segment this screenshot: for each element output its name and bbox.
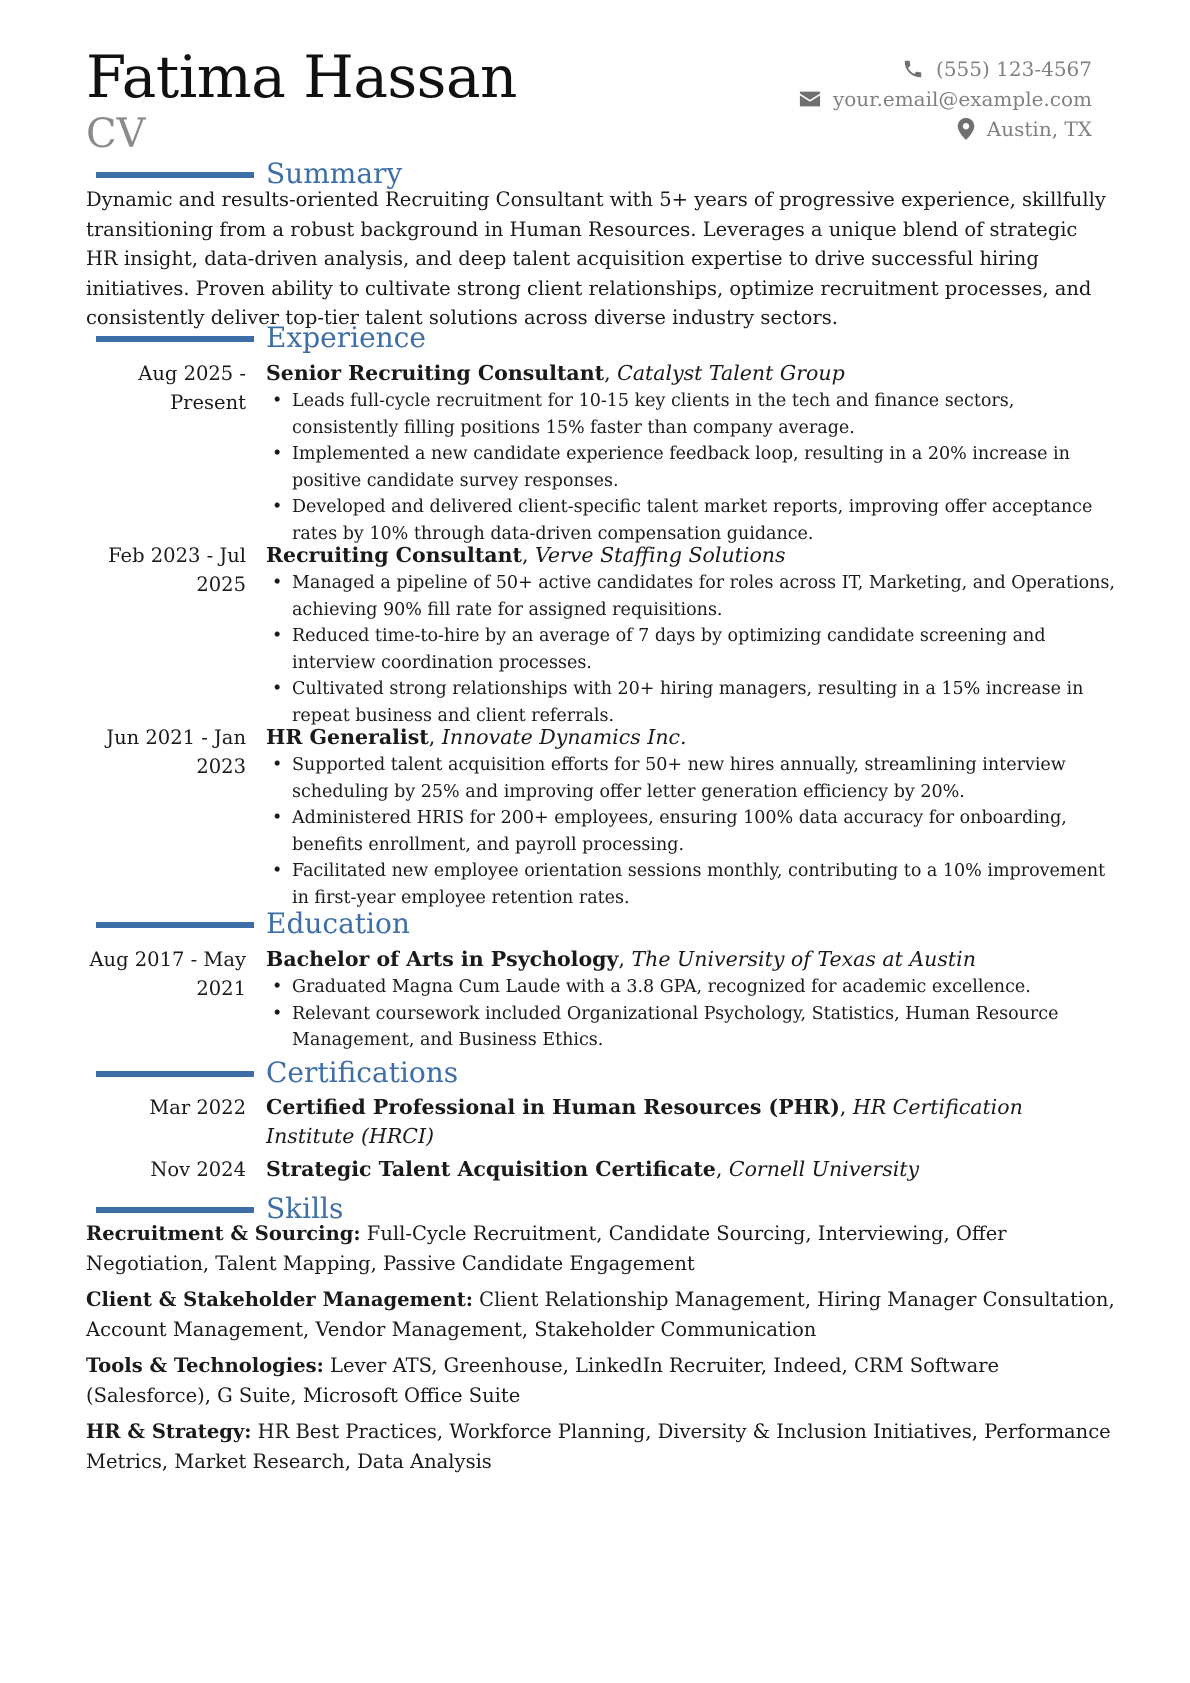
entry-body [266, 359, 1116, 547]
entry-body [266, 1093, 1116, 1151]
skill-group-text: Client Relationship Management, Hiring Manager Consultation, Account Management, Vendor Management, Stakeholder Communication [86, 1288, 1115, 1341]
section-title: Summary [266, 157, 403, 190]
entry-date: Feb 2023 - Jul 2025 [108, 544, 246, 596]
job-title: HR Generalist [266, 725, 429, 749]
entry-body [266, 541, 1116, 729]
email-link[interactable]: your.email@example.com [832, 87, 1092, 111]
bullet-item: • Supported talent acquisition efforts for 50+ new hires annually, streamlining interview scheduling by 25% and improving offer letter generation efficiency by 20%. [266, 752, 1116, 805]
entry-body [266, 1155, 1116, 1184]
issuer-name: HR Certification Institute (HRCI) [266, 1095, 1023, 1148]
bullet-item: • Administered HRIS for 200+ employees, ensuring 100% data accuracy for onboarding, benefits enrollment, and payroll processing. [266, 805, 1116, 858]
bullet-item: • Developed and delivered client-specific talent market reports, improving offer acceptance rates by 10% through data-driven compensation guidance. [266, 494, 1116, 547]
employer-name: Verve Staffing Solutions [535, 543, 786, 567]
job-title: Senior Recruiting Consultant [266, 361, 605, 385]
bullet-item: • Graduated Magna Cum Laude with a 3.8 GPA, recognized for academic excellence. [266, 974, 1116, 1001]
map-pin-icon [957, 118, 975, 140]
entry-date: Aug 2025 - Present [138, 362, 246, 414]
entry-body [266, 723, 1116, 911]
section-rule [96, 1071, 254, 1077]
bullet-item: • Reduced time-to-hire by an average of 7 days by optimizing candidate screening and interview coordination processes. [266, 623, 1116, 676]
entry-date: Nov 2024 [150, 1158, 246, 1181]
entry-date: Aug 2017 - May 2021 [89, 948, 246, 1000]
degree-name: Bachelor of Arts in Psychology [266, 947, 619, 971]
bullet-list [266, 570, 1116, 729]
bullet-item: • Managed a pipeline of 50+ active candidates for roles across IT, Marketing, and Operations, achieving 90% fill rate for assigned requisitions. [266, 570, 1116, 623]
entry-heading: HR Generalist, Innovate Dynamics Inc. [266, 725, 687, 749]
contact-email [799, 84, 1092, 114]
section-title: Certifications [266, 1056, 459, 1089]
skill-group-text: Lever ATS, Greenhouse, LinkedIn Recruiter, Indeed, CRM Software (Salesforce), G Suite, Microsoft Office Suite [86, 1354, 1000, 1407]
entry-heading: Certified Professional in Human Resources (PHR), HR Certification Institute (HRCI) [266, 1095, 1023, 1148]
location-text: Austin, TX [986, 117, 1092, 141]
employer-name: Innovate Dynamics Inc. [441, 725, 687, 749]
skill-group-label: Client & Stakeholder Management: [86, 1288, 473, 1311]
summary-text: Dynamic and results-oriented Recruiting Consultant with 5+ years of progressive experience, skillfully transitioning from a robust background in Human Resources. Leverages a unique blend of strategic HR insight, data-driven analysis, and deep talent acquisition expertise to drive successful hiring initiatives. Proven ability to cultivate strong client relationships, optimize recruitment processes, and consistently deliver top-tier talent solutions across diverse industry sectors. [86, 188, 1106, 329]
contact-location [799, 114, 1092, 144]
section-title: Skills [266, 1192, 344, 1225]
bullet-item: • Cultivated strong relationships with 20+ hiring managers, resulting in a 15% increase in repeat business and client referrals. [266, 676, 1116, 729]
job-title: Recruiting Consultant [266, 543, 522, 567]
person-name: Fatima Hassan [86, 43, 517, 111]
skill-group-label: Recruitment & Sourcing: [86, 1222, 361, 1245]
bullet-item: • Leads full-cycle recruitment for 10-15 key clients in the tech and finance sectors, consistently filling positions 15% faster than company average. [266, 388, 1116, 441]
entry-body [266, 945, 1116, 1054]
skill-group [86, 1219, 1116, 1278]
section-title: Education [266, 907, 410, 940]
envelope-icon [799, 90, 821, 108]
certification-name: Certified Professional in Human Resources (PHR) [266, 1095, 840, 1119]
bullet-item: • Relevant coursework included Organizational Psychology, Statistics, Human Resource Management, and Business Ethics. [266, 1001, 1116, 1054]
issuer-name: Cornell University [728, 1157, 920, 1181]
contact-phone [799, 54, 1092, 84]
entry-heading: Strategic Talent Acquisition Certificate, Cornell University [266, 1157, 920, 1181]
section-rule [96, 922, 254, 928]
school-name: The University of Texas at Austin [631, 947, 976, 971]
skill-group-text: HR Best Practices, Workforce Planning, Diversity & Inclusion Initiatives, Performance Metrics, Market Research, Data Analysis [86, 1420, 1111, 1473]
section-rule [96, 1207, 254, 1213]
bullet-list [266, 974, 1116, 1054]
contact-block [799, 54, 1092, 144]
skill-group [86, 1417, 1116, 1476]
section-rule [96, 336, 254, 342]
bullet-list [266, 752, 1116, 911]
skill-group-label: Tools & Technologies: [86, 1354, 324, 1377]
skill-group [86, 1351, 1116, 1410]
entry-heading: Senior Recruiting Consultant, Catalyst Talent Group [266, 361, 845, 385]
document-subtitle: CV [86, 111, 146, 157]
skill-group-text: Full-Cycle Recruitment, Candidate Sourcing, Interviewing, Offer Negotiation, Talent Mapping, Passive Candidate Engagement [86, 1222, 1007, 1275]
section-title: Experience [266, 321, 426, 354]
certification-name: Strategic Talent Acquisition Certificate [266, 1157, 716, 1181]
entry-heading: Bachelor of Arts in Psychology, The University of Texas at Austin [266, 947, 976, 971]
entry-date: Mar 2022 [149, 1096, 246, 1119]
skill-group-label: HR & Strategy: [86, 1420, 252, 1443]
section-certifications [96, 1055, 1096, 1091]
entry-date: Jun 2021 - Jan 2023 [106, 726, 246, 778]
bullet-item: • Facilitated new employee orientation sessions monthly, contributing to a 10% improvement in first-year employee retention rates. [266, 858, 1116, 911]
phone-icon [902, 58, 924, 80]
entry-heading: Recruiting Consultant, Verve Staffing Solutions [266, 543, 786, 567]
bullet-item: • Implemented a new candidate experience feedback loop, resulting in a 20% increase in positive candidate survey responses. [266, 441, 1116, 494]
employer-name: Catalyst Talent Group [617, 361, 845, 385]
bullet-list [266, 388, 1116, 547]
section-experience [96, 320, 1096, 356]
skill-group [86, 1285, 1116, 1344]
section-rule [96, 172, 254, 178]
phone-text[interactable]: (555) 123-4567 [936, 57, 1092, 81]
section-education [96, 906, 1096, 942]
